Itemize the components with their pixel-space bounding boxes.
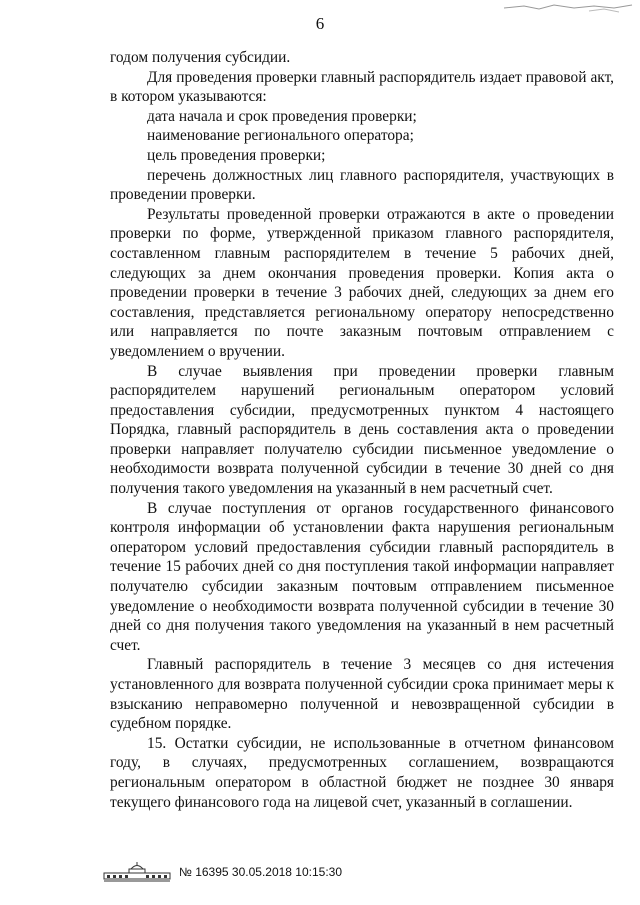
- paragraph: В случае поступления от органов государственного финансового контроля информации об установлении факта нарушения региональным оператором условий предоставления субсидии главный распорядитель в течение 15 рабочих дней со дня поступления такой информации направляет получателю субсидии заказным почтовым отправлением письменное уведомление о необходимости возврата полученной субсидии в течение 30 дней со дня получения такого уведомления на указанный в нем расчетный счет.: [110, 499, 614, 654]
- paragraph: В случае выявления при проведении проверки главным распорядителем нарушений региональным оператором условий предоставления субсидии, предусмотренных пунктом 4 настоящего Порядка, главный распорядитель в день составления акта о проведении проверки направляет получателю субсидии письменное уведомление о необходимости возврата полученной субсидии в течение 30 дней со дня получения такого уведомления на указанный в нем расчетный счет.: [110, 362, 614, 498]
- page-number: 6: [315, 14, 325, 33]
- document-body: [110, 48, 614, 812]
- list-item: дата начала и срок проведения проверки;: [147, 107, 417, 125]
- paragraph: годом получения субсидии.: [110, 49, 291, 66]
- list-item: наименование регионального оператора;: [147, 127, 414, 145]
- government-building-logo: [103, 861, 171, 883]
- document-footer: [103, 861, 342, 883]
- registration-stamp: № 16395 30.05.2018 10:15:30: [179, 865, 343, 879]
- paragraph: Результаты проведенной проверки отражаются в акте о проведении проверки по форме, утвержденной приказом главного распорядителя, составленном главным распорядителем в течение 5 рабочих дней, следующих за днем окончания проведения проверки. Копия акта о проведении проверки в течение 3 рабочих дней, следующих за днем его составления, представляется региональному оператору непосредственно или направляется по почте заказным почтовым отправлением с уведомлением о вручении.: [110, 205, 614, 360]
- paragraph: Для проведения проверки главный распорядитель издает правовой акт, в котором указываются:: [110, 68, 614, 106]
- scan-artifact: [494, 2, 634, 16]
- list-item: цель проведения проверки;: [147, 146, 326, 164]
- paragraph: перечень должностных лиц главного распорядителя, участвующих в проведении проверки.: [110, 166, 614, 204]
- paragraph: Главный распорядитель в течение 3 месяцев со дня истечения установленного для возврата полученной субсидии срока принимает меры к взысканию неправомерно полученной и невозвращенной субсидии в судебном порядке.: [110, 656, 614, 733]
- paragraph: 15. Остатки субсидии, не использованные в отчетном финансовом году, в случаях, предусмотренных соглашением, возвращаются региональным оператором в областной бюджет не позднее 30 января текущего финансового года на лицевой счет, указанный в соглашении.: [110, 734, 614, 811]
